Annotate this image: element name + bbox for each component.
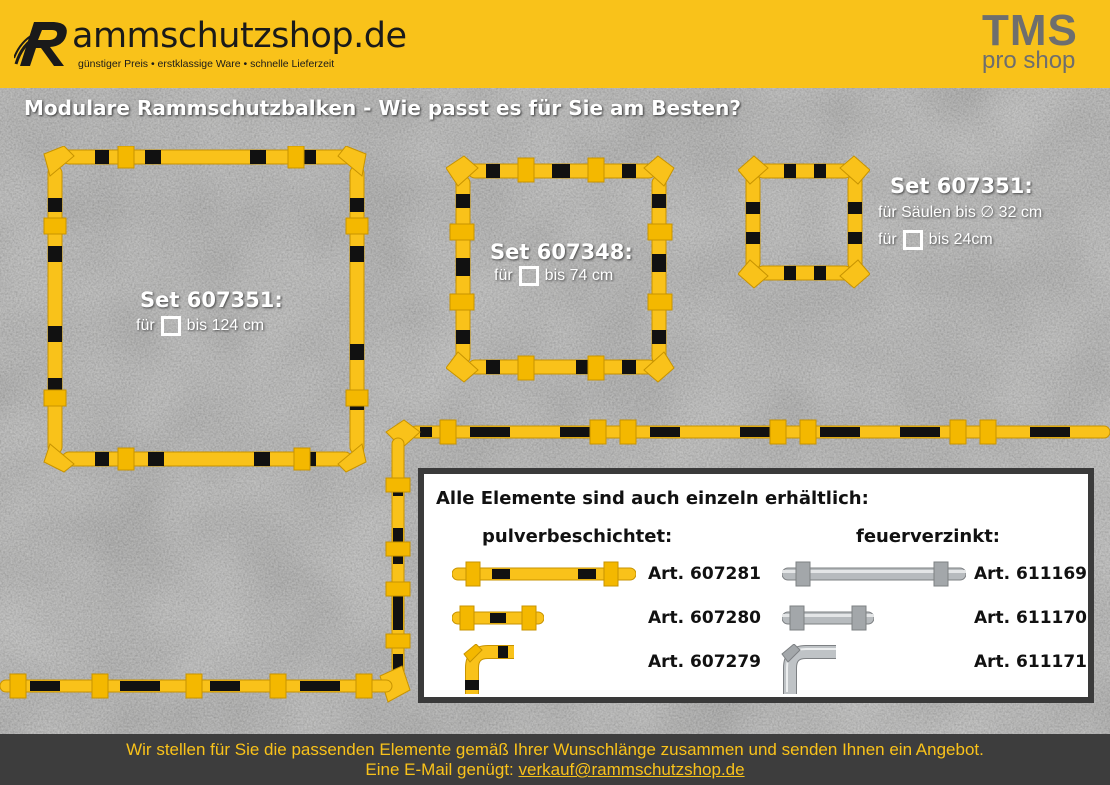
barrier-set-small <box>738 154 870 290</box>
art-right-1: Art. 611169 <box>974 564 1088 584</box>
set-2-size <box>494 266 613 286</box>
art-right-2: Art. 611170 <box>974 608 1088 628</box>
info-panel <box>418 468 1094 703</box>
email-link[interactable]: verkauf@rammschutzshop.de <box>518 760 745 779</box>
set-2-title: Set 607348: <box>490 240 633 264</box>
thumb-611169 <box>782 560 966 590</box>
set-2-prefix: für <box>494 267 513 284</box>
set-3-size <box>878 230 993 250</box>
panel-title: Alle Elemente sind auch einzeln erhältlich: <box>436 488 869 509</box>
logo-r-icon <box>14 14 72 72</box>
set-1-suffix: bis 124 cm <box>186 317 265 334</box>
rail-horizontal-bottom <box>0 674 392 698</box>
set-2-suffix: bis 74 cm <box>544 267 614 284</box>
thumb-611171 <box>780 644 840 696</box>
brand-tms: TMS <box>982 6 1078 55</box>
set-3-suffix: bis 24cm <box>928 231 993 248</box>
footer-contact-line <box>0 760 1110 780</box>
set-1-title: Set 607351: <box>140 288 283 312</box>
rail-vertical-left <box>380 420 420 702</box>
thumb-607279 <box>462 644 518 696</box>
square-icon <box>519 266 539 286</box>
square-icon <box>903 230 923 250</box>
art-left-1: Art. 607281 <box>648 564 762 584</box>
set-3-column: für Säulen bis ∅ 32 cm <box>878 204 1043 221</box>
footer-offer-text: Wir stellen für Sie die passenden Elemente gemäß Ihrer Wunschlänge zusammen und senden Ihnen ein Angebot. <box>126 740 984 759</box>
small-frame-bars <box>738 156 870 288</box>
set-1-size <box>136 316 264 336</box>
set-3-prefix: für <box>878 231 897 248</box>
header-bar <box>0 0 1110 88</box>
logo-text[interactable]: ammschutzshop.de <box>72 16 407 56</box>
brand-proshop: pro shop <box>982 47 1076 74</box>
thumb-607280 <box>452 604 544 634</box>
col-galvanized: feuerverzinkt: <box>856 526 1000 547</box>
art-right-3: Art. 611171 <box>974 652 1088 672</box>
thumb-611170 <box>782 604 874 634</box>
square-icon <box>161 316 181 336</box>
rail-horizontal-top <box>410 420 1110 444</box>
set-1-prefix: für <box>136 317 155 334</box>
col-powder-coated: pulverbeschichtet: <box>482 526 673 547</box>
page-title: Modulare Rammschutzbalken - Wie passt es für Sie am Besten? <box>24 96 741 120</box>
art-left-3: Art. 607279 <box>648 652 762 672</box>
logo-tagline: günstiger Preis • erstklassige Ware • schnelle Lieferzeit <box>78 58 335 70</box>
set-3-title: Set 607351: <box>890 174 1033 198</box>
art-left-2: Art. 607280 <box>648 608 762 628</box>
footer-contact-prefix: Eine E-Mail genügt: <box>365 760 519 779</box>
footer-bar <box>0 734 1110 785</box>
thumb-607281 <box>452 560 636 590</box>
